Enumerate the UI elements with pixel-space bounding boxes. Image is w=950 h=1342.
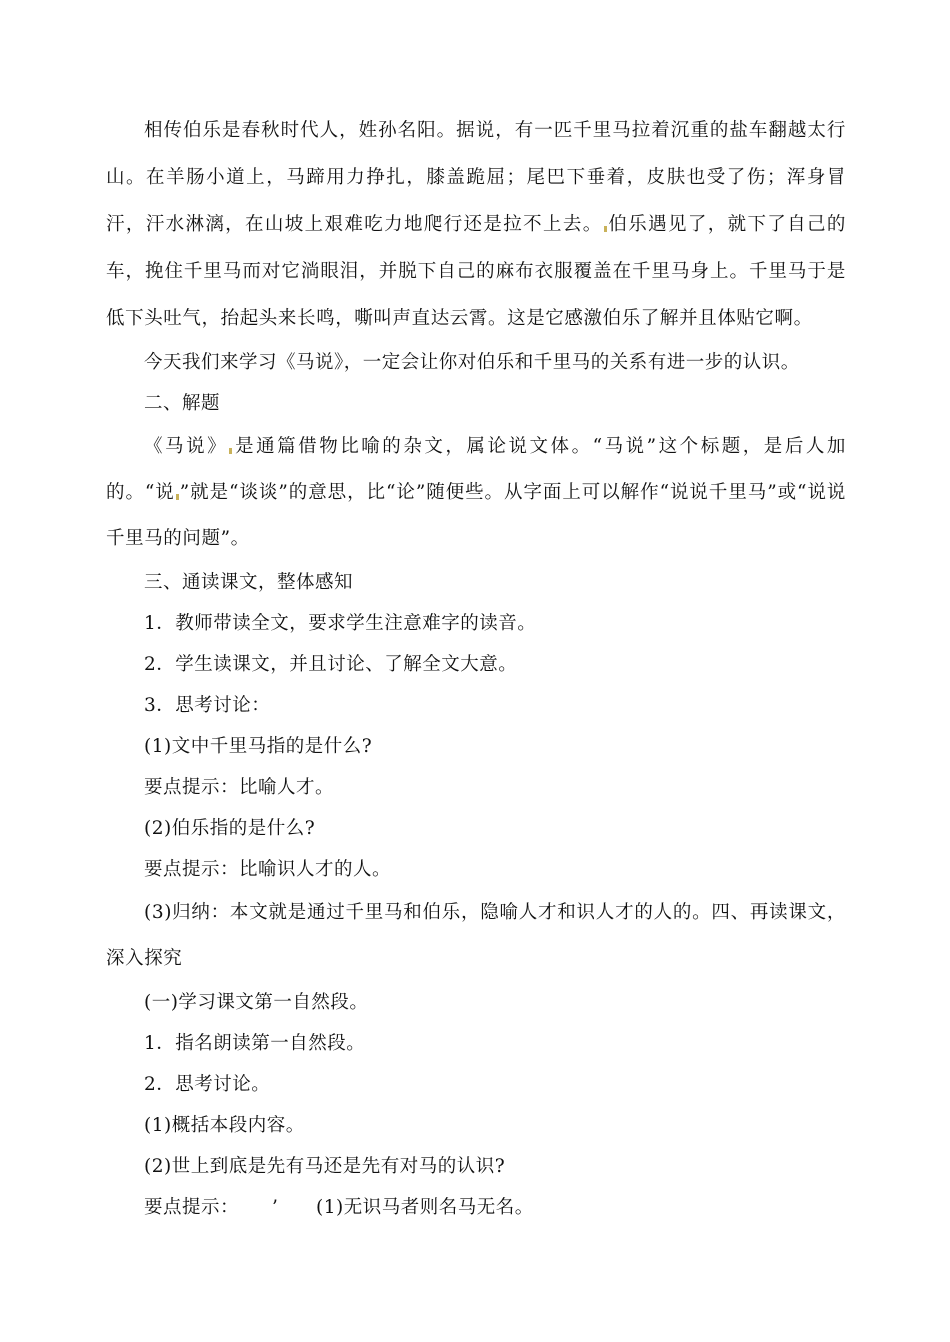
- intro-paragraph-1: [106, 107, 846, 342]
- list-item: (2)伯乐指的是什么?: [144, 818, 316, 839]
- list-item: (2)世上到底是先有马还是先有对马的认识?: [144, 1156, 506, 1177]
- list-item: 1．指名朗读第一自然段。: [144, 1033, 366, 1054]
- list-item: (一)学习课文第一自然段。: [144, 992, 369, 1013]
- edit-mark-icon: [229, 448, 232, 454]
- key-point-text: (1)无识马者则名马无名。: [316, 1197, 534, 1218]
- intro-paragraph-2: 今天我们来学习《马说》，一定会让你对伯乐和千里马的关系有进一步的认识。: [144, 352, 800, 373]
- section-2-text-b: 是通篇借物比喻的杂文，属论说文体。“马说”这个标题，是后人加的。“说: [106, 436, 847, 503]
- stray-quote-mark: ’: [272, 1197, 279, 1218]
- edit-mark-icon: [604, 226, 607, 232]
- intro-text-b: 伯乐遇见了，就下了自己的车，挽住千里马而对它淌眼泪，并脱下自己的麻布衣服覆盖在千里马身上。千里马于是低下头吐气，抬起头来长鸣，嘶叫声直达云霄。这是它感激伯乐了解并且体贴它啊。: [106, 214, 846, 329]
- section-2-text-a: 《马说》: [144, 436, 229, 457]
- list-item: (1)概括本段内容。: [144, 1115, 305, 1136]
- list-item: 要点提示：比喻人才。: [144, 777, 335, 798]
- edit-mark-icon: [176, 494, 179, 500]
- section-3-summary: (3)归纳：本文就是通过千里马和伯乐，隐喻人才和识人才的人的。四、再读课文，深入探究: [106, 902, 846, 969]
- key-point-label: 要点提示：: [144, 1197, 240, 1218]
- list-item: 2．思考讨论。: [144, 1074, 271, 1095]
- list-item: 1．教师带读全文，要求学生注意难字的读音。: [144, 613, 537, 634]
- list-item: (1)文中千里马指的是什么?: [144, 736, 373, 757]
- key-point-row: [106, 1187, 846, 1228]
- section-2-heading: 二、解题: [144, 393, 221, 414]
- section-3-heading: 三、通读课文，整体感知: [144, 572, 354, 593]
- document-body: [106, 107, 846, 1228]
- list-item: 3．思考讨论：: [144, 695, 271, 716]
- intro-text-a: 相传伯乐是春秋时代人，姓孙名阳。据说，有一匹千里马拉着沉重的盐车翻越太行山。在羊肠小道上，马蹄用力挣扎，膝盖跪屈；尾巴下垂着，皮肤也受了伤；浑身冒汗，汗水淋漓，在山坡上艰难吃力地爬行还是拉不上去。: [106, 120, 846, 235]
- list-item: 2．学生读课文，并且讨论、了解全文大意。: [144, 654, 518, 675]
- section-2-text-c: ”就是“谈谈”的意思，比“论”随便些。从字面上可以解作“说说千里马”或“说说千里马的问题”。: [106, 482, 847, 549]
- section-2-paragraph: [106, 424, 846, 562]
- list-item: 要点提示：比喻识人才的人。: [144, 859, 392, 880]
